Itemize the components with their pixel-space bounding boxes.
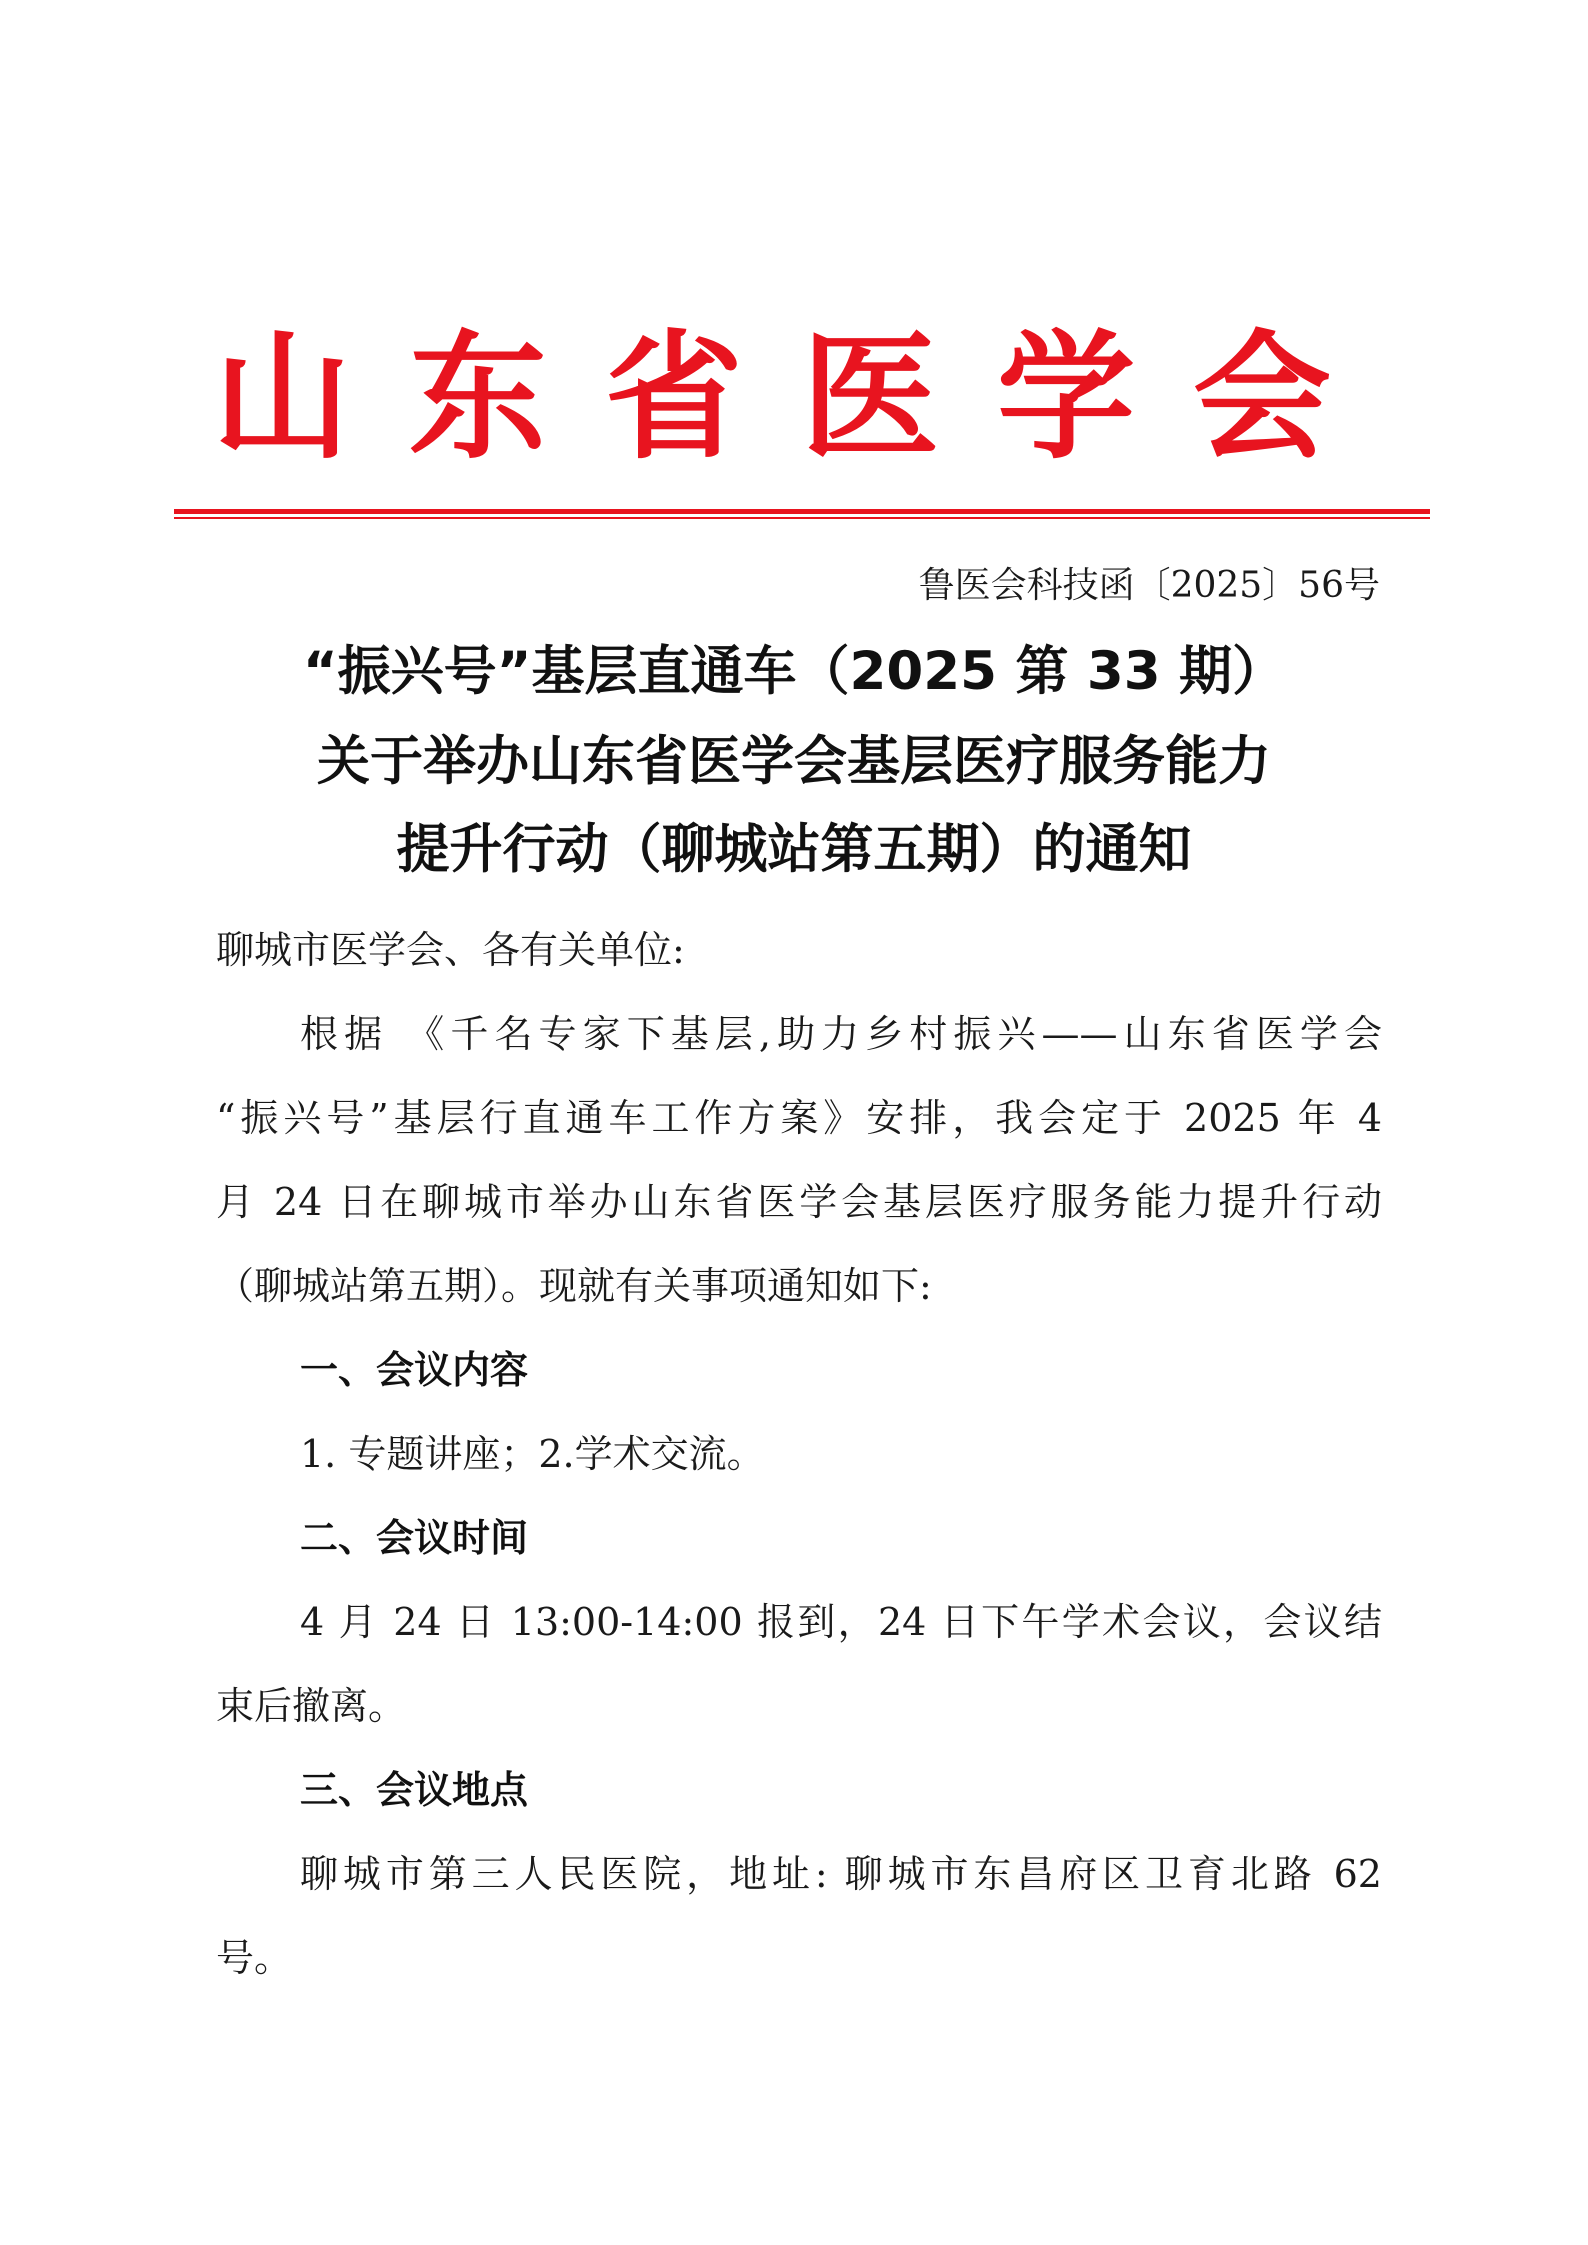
salutation: 聊城市医学会、各有关单位: [216,928,685,972]
section-content-line-1: 1. 专题讲座；2.学术交流。 [300,1432,765,1476]
section-time-line-2: 束后撤离。 [216,1684,407,1728]
section-location-line-1: 聊城市第三人民医院，地址: 聊城市东昌府区卫育北路 62 [300,1852,1382,1896]
masthead-red-rule-thick [174,509,1430,514]
section-heading-time: 二、会议时间 [300,1516,529,1560]
title-line-1: “振兴号”基层直通车（2025 第 33 期） [302,641,1286,702]
section-heading-location: 三、会议地点 [300,1768,529,1812]
masthead-org-name: 山东省医学会 [213,315,1390,478]
intro-line-3: 月 24 日在聊城市举办山东省医学会基层医疗服务能力提升行动 [216,1180,1382,1224]
section-time-line-1: 4 月 24 日 13:00-14:00 报到，24 日下午学术会议，会议结 [300,1600,1382,1644]
title-line-3: 提升行动（聊城站第五期）的通知 [396,819,1192,880]
section-heading-content: 一、会议内容 [300,1348,529,1392]
title-line-2: 关于举办山东省医学会基层医疗服务能力 [317,731,1271,792]
intro-line-4: （聊城站第五期）。现就有关事项通知如下: [216,1264,932,1308]
section-location-line-2: 号。 [216,1936,293,1980]
intro-line-2: “振兴号”基层行直通车工作方案》安排，我会定于 2025 年 4 [216,1096,1382,1140]
intro-line-1: 根据 《千名专家下基层,助力乡村振兴——山东省医学会 [300,1012,1382,1056]
masthead-red-rule-thin [174,517,1430,519]
document-number: 鲁医会科技函〔2025〕56号 [918,565,1380,606]
